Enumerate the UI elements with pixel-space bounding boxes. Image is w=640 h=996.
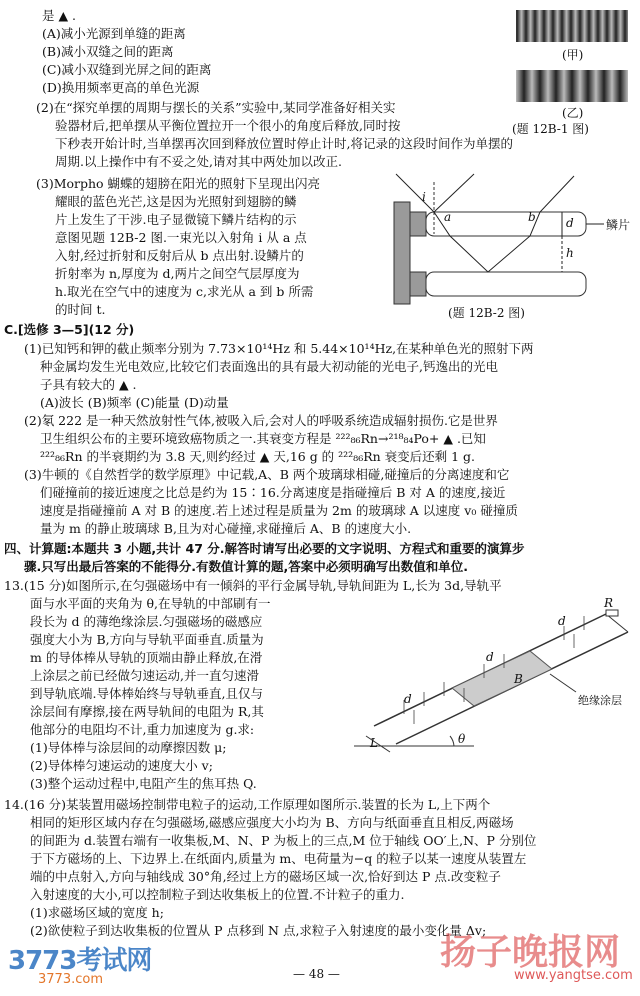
text-line: 于下方磁场的上、下边界上.在纸面内,质量为 m、电荷量为−q 的粒子以某一速度从装置左 [30, 851, 527, 866]
text-line: 子具有较大的 ▲ . [40, 377, 137, 392]
text-line: 端的中点射入,方向与轴线成 30°角,经过上方的磁场区域一次,恰好到达 P 点.改变粒子 [30, 869, 501, 884]
label-B: B [514, 672, 523, 686]
figure-12b-2 [390, 172, 636, 322]
figure-q13 [344, 596, 636, 760]
option-d: (D)换用频率更高的单色光源 [42, 80, 200, 95]
text-line: (3)牛顿的《自然哲学的数学原理》中记载,A、B 两个玻璃球相碰,碰撞后的分离速度和它 [24, 467, 510, 482]
resistor [606, 610, 618, 616]
text-line: 13.(15 分)如图所示,在匀强磁场中有一倾斜的平行金属导轨,导轨间距为 L,长为 3d,导轨平 [4, 578, 502, 593]
text-line: 上涂层之前已经做匀速运动,并一直匀速滑 [30, 668, 259, 683]
text-line: 强度大小为 B,方向与导轨平面垂直.质量为 [30, 632, 264, 647]
options-line: (A)波长 (B)频率 (C)能量 (D)动量 [40, 395, 229, 410]
label-L: L [370, 736, 378, 750]
label-d: d [566, 216, 574, 230]
text-line: 意图见题 12B-2 图.一束光以入射角 i 从 a 点 [55, 230, 307, 245]
text-line: 下秒表开始计时,当单摆再次回到释放位置时停止计时,将记录的这段时间作为单摆的 [55, 136, 513, 151]
text-line: 种金属均发生光电效应,比较它们表面逸出的具有最大初动能的光电子,钙逸出的光电 [40, 359, 498, 374]
label-yi: (乙) [562, 106, 584, 120]
label-d2: d [486, 650, 494, 664]
text-line: 片上发生了干涉.电子显微镜下鳞片结构的示 [55, 212, 297, 227]
text-line: 卫生组织公布的主要环境致癌物质之一.其衰变方程是 ²²²₈₆Rn→²¹⁸₈₄Po+ ▲ .已知 [40, 431, 486, 446]
text-line: 的间距为 d.装置右端有一收集板,M、N、P 为板上的三点,M 位于轴线 OO′上,N、P 分别位 [30, 833, 537, 848]
text-line: (2)氡 222 是一种天然放射性气体,被吸入后,会对人的呼吸系统造成辐射损伤.它是世界 [24, 413, 498, 428]
text-line: 验器材后,把单摆从平衡位置拉开一个很小的角度后释放,同时按 [55, 118, 401, 133]
section-title-c: C.[选修 3—5](12 分) [4, 322, 135, 337]
label-R: R [604, 596, 614, 610]
text-line: 的时间 t. [55, 302, 106, 317]
figure-caption-12b-2: (题 12B-2 图) [448, 306, 525, 320]
figure-caption-12b-1: (题 12B-1 图) [512, 122, 589, 136]
sub-question-2: (2)欲使粒子到达收集板的位置从 P 点移到 N 点,求粒子入射速度的最小变化量 Δv; [30, 923, 487, 938]
pattern-jia [516, 10, 628, 42]
option-c: (C)减小双缝到光屏之间的距离 [42, 62, 212, 77]
label-b: b [528, 210, 536, 224]
scale-diagram [390, 172, 636, 322]
label-jia: (甲) [562, 48, 584, 62]
label-d3: d [558, 614, 566, 628]
watermark-yangtse-url: www.yangtse.com [514, 968, 633, 983]
holder [394, 202, 410, 304]
sub-question-1: (1)求磁场区域的宽度 h; [30, 905, 164, 920]
sub-question-3: (3)整个运动过程中,电阻产生的焦耳热 Q. [30, 776, 257, 791]
text-line: 是 ▲ . [42, 8, 77, 23]
label-theta: θ [458, 732, 466, 746]
option-b: (B)减小双缝之间的距离 [42, 44, 174, 59]
text-line: m 的导体棒从导轨的顶端由静止释放,在滑 [30, 650, 263, 665]
figure-12b-1 [508, 6, 634, 134]
text-line: 面与水平面的夹角为 θ,在导轨的中部刷有一 [30, 596, 271, 611]
text-line: 耀眼的蓝色光芒,这是因为光照射到翅膀的鳞 [55, 194, 297, 209]
label-a: a [444, 210, 452, 224]
label-coating: 绝缘涂层 [578, 694, 622, 707]
text-line: (3)Morpho 蝴蝶的翅膀在阳光的照射下呈现出闪亮 [36, 176, 321, 191]
text-line: 周期.以上操作中有不妥之处,请对其中两处加以改正. [55, 154, 342, 169]
insulating-coating [452, 651, 552, 706]
label-h: h [566, 246, 574, 260]
text-line: 14.(16 分)某装置用磁场控制带电粒子的运动,工作原理如图所示.装置的长为 L,上下两个 [4, 797, 491, 812]
scale-bottom [426, 272, 586, 296]
label-i: i [422, 190, 426, 204]
text-line: 到导轨底端.导体棒始终与导轨垂直,且仅与 [30, 686, 263, 701]
pattern-yi [516, 70, 628, 102]
text-line: (2)在“探究单摆的周期与摆长的关系”实验中,某同学准备好相关实 [36, 100, 396, 115]
watermark-yangtse-logo: 扬子晚报网 [440, 931, 621, 973]
text-line: ²²²₈₆Rn 的半衰期约为 3.8 天,则约经过 ▲ 天,16 g 的 ²²²₈₆Rn 衰变后还剩 1 g. [40, 449, 476, 464]
option-a: (A)减小光源到单缝的距离 [42, 26, 186, 41]
text-line: 速度是指碰撞前 A 对 B 的速度.若上述过程是质量为 2m 的玻璃球 A 以速度 v₀ 碰撞质 [40, 503, 518, 518]
text-line: 折射率为 n,厚度为 d,两片之间空气层厚度为 [55, 266, 300, 281]
section-title-4: 四、计算题:本题共 3 小题,共计 47 分.解答时请写出必要的文字说明、方程式和重要的演算步 [4, 541, 525, 556]
sub-question-2: (2)导体棒匀速运动的速度大小 v; [30, 758, 213, 773]
page-number: — 48 — [293, 967, 340, 981]
watermark-3773-url: 3773.com [38, 972, 103, 987]
text-line: 量为 m 的静止玻璃球 B,且为对心碰撞,求碰撞后 A、B 的速度大小. [40, 521, 412, 536]
text-line: 们碰撞前的接近速度之比总是约为 15∶16.分离速度是指碰撞后 B 对 A 的速度,接近 [40, 485, 506, 500]
label-scale: 鳞片 [606, 218, 631, 232]
text-line: 入射,经过折射和反射后从 b 点出射.设鳞片的 [55, 248, 304, 263]
watermark-3773-logo: 3773考试网 [8, 946, 152, 976]
text-line: 相同的矩形区域内存在匀强磁场,磁感应强度大小均为 B、方向与纸面垂直且相反,两磁场 [30, 815, 514, 830]
inclined-rails [344, 596, 636, 760]
text-line: 涂层间有摩擦,接在两导轨间的电阻为 R,其 [30, 704, 264, 719]
text-line: 段长为 d 的薄绝缘涂层.匀强磁场的磁感应 [30, 614, 263, 629]
text-line: h.取光在空气中的速度为 c,求光从 a 到 b 所需 [55, 284, 314, 299]
sub-question-1: (1)导体棒与涂层间的动摩擦因数 μ; [30, 740, 227, 755]
section-4-line2: 骤.只写出最后答案的不能得分.有数值计算的题,答案中必须明确写出数值和单位. [24, 559, 468, 574]
label-d1: d [404, 692, 412, 706]
text-line: 入射速度的大小,可以控制粒子到达收集板上的位置.不计粒子的重力. [30, 887, 405, 902]
text-line: (1)已知钙和钾的截止频率分别为 7.73×10¹⁴Hz 和 5.44×10¹⁴Hz,在某种单色光的照射下两 [24, 341, 534, 356]
text-line: 他部分的电阻均不计,重力加速度为 g.求: [30, 722, 255, 737]
